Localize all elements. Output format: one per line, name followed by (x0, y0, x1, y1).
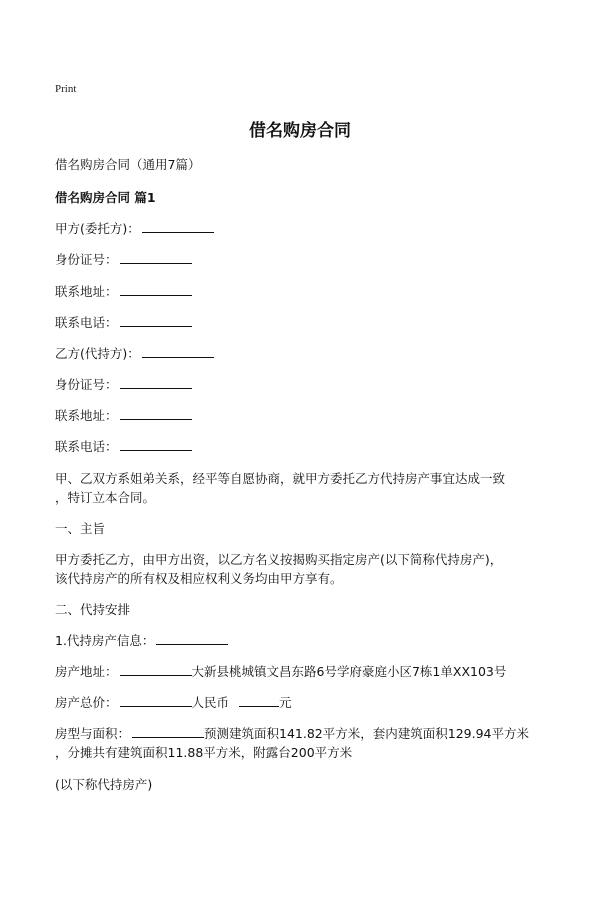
party-b-id-label: 身份证号： (55, 377, 118, 392)
price-label: 房产总价： (55, 695, 118, 710)
party-b-id-blank (120, 376, 192, 389)
party-b-address-blank (120, 407, 192, 420)
intro-line-1: 甲、乙双方系姐弟关系，经平等自愿协商，就甲方委托乙方代持房产事宜达成一致 (55, 471, 506, 486)
party-a-address-label: 联系地址： (55, 284, 118, 299)
party-b-phone-blank (120, 438, 192, 451)
party-b-phone-row (55, 437, 192, 455)
price-row (55, 693, 292, 711)
party-a-address-blank (120, 283, 192, 296)
item-1-row (55, 631, 228, 649)
note: (以下称代持房产) (55, 777, 153, 792)
address-blank (120, 663, 192, 676)
address-label: 房产地址： (55, 664, 118, 679)
party-a-id-label: 身份证号： (55, 252, 118, 267)
party-a-phone-blank (120, 314, 192, 327)
address-row (55, 662, 506, 680)
price-currency: 人民币 (191, 695, 230, 710)
price-amount-blank (239, 694, 279, 707)
document-subtitle: 借名购房合同（通用7篇） (55, 157, 201, 172)
address-value: 大新县桃城镇文昌东路6号学府豪庭小区7栋1单XX103号 (191, 664, 507, 679)
section-2-heading: 二、代持安排 (55, 602, 131, 617)
party-b-blank (142, 345, 214, 358)
party-b-label: 乙方(代持方)： (55, 346, 140, 361)
party-a-id-blank (120, 251, 192, 264)
price-blank (120, 694, 192, 707)
party-b-phone-label: 联系电话： (55, 439, 118, 454)
party-b-row (55, 344, 214, 362)
party-b-address-label: 联系地址： (55, 408, 118, 423)
section-title: 借名购房合同 篇1 (55, 190, 156, 205)
type-label: 房型与面积： (55, 726, 131, 741)
party-b-id-row (55, 375, 192, 393)
item-1-blank (156, 632, 228, 645)
section-1-heading: 一、主旨 (55, 521, 106, 536)
document-title: 借名购房合同 (249, 121, 351, 141)
party-a-phone-label: 联系电话： (55, 315, 118, 330)
party-a-id-row (55, 250, 192, 268)
party-a-phone-row (55, 313, 192, 331)
type-value-line-2: ，分摊共有建筑面积11.88平方米，附露台200平方米 (55, 745, 353, 760)
party-a-blank (142, 220, 214, 233)
party-a-address-row (55, 282, 192, 300)
type-row (55, 724, 529, 742)
type-value-line-1: 预测建筑面积141.82平方米，套内建筑面积129.94平方米 (204, 726, 529, 741)
party-a-label: 甲方(委托方)： (55, 221, 140, 236)
party-a-row (55, 219, 214, 237)
print-label: Print (55, 83, 77, 95)
party-b-address-row (55, 406, 192, 424)
price-unit: 元 (279, 695, 292, 710)
item-1-label: 1.代持房产信息： (55, 633, 155, 648)
type-blank (132, 725, 204, 738)
section-1-line-2: 该代持房产的所有权及相应权利义务均由甲方享有。 (55, 571, 343, 586)
section-1-line-1: 甲方委托乙方，由甲方出资，以乙方名义按揭购买指定房产(以下简称代持房产)， (55, 552, 503, 567)
intro-line-2: ，特订立本合同。 (55, 490, 156, 505)
